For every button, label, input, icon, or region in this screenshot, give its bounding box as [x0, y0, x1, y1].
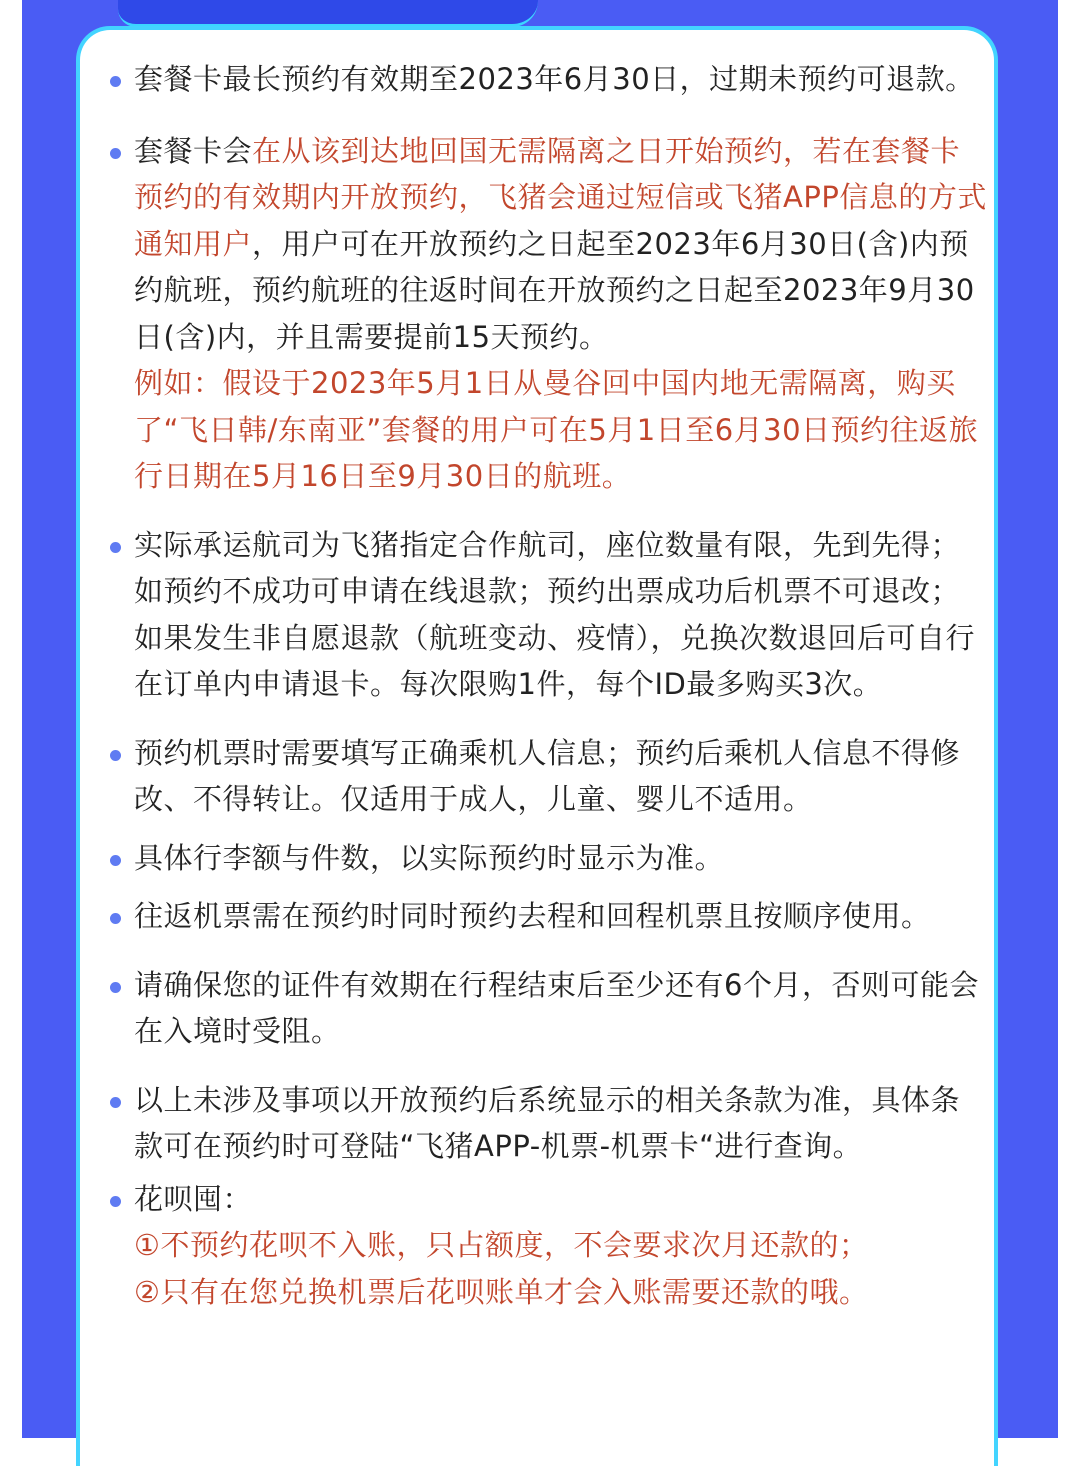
list-item: 花呗囤： ①不预约花呗不入账，只占额度，不会要求次月还款的； ②只有在您兑换机票后花呗账单才会入账需要还款的哦。	[108, 1176, 988, 1316]
top-tab-decoration	[118, 0, 538, 27]
list-item: 预约机票时需要填写正确乘机人信息；预约后乘机人信息不得修改、不得转让。仅适用于成人，儿童、婴儿不适用。	[108, 730, 988, 823]
sub-point: ①不预约花呗不入账，只占额度，不会要求次月还款的；	[134, 1228, 869, 1262]
list-item: 往返机票需在预约时同时预约去程和回程机票且按顺序使用。	[108, 893, 988, 940]
list-item: 具体行李额与件数，以实际预约时显示为准。	[108, 835, 988, 882]
list-item: 套餐卡最长预约有效期至2023年6月30日，过期未预约可退款。	[108, 56, 988, 103]
terms-list	[108, 56, 988, 1337]
sub-point: ②只有在您兑换机票后花呗账单才会入账需要还款的哦。	[134, 1274, 869, 1309]
list-item: 实际承运航司为飞猪指定合作航司，座位数量有限，先到先得；如预约不成功可申请在线退款；预约出票成功后机票不可退改；如果发生非自愿退款（航班变动、疫情），兑换次数退回后可自行在订单内申请退卡。每次限购1件，每个ID最多购买3次。	[108, 522, 988, 708]
list-item: 请确保您的证件有效期在行程结束后至少还有6个月，否则可能会在入境时受阻。	[108, 962, 988, 1055]
list-item: 以上未涉及事项以开放预约后系统显示的相关条款为准，具体条款可在预约时可登陆“飞猪APP-机票-机票卡“进行查询。	[108, 1077, 988, 1170]
list-item: 套餐卡会在从该到达地回国无需隔离之日开始预约，若在套餐卡预约的有效期内开放预约，飞猪会通过短信或飞猪APP信息的方式通知用户，用户可在开放预约之日起至2023年6月30日(含)内预约航班，预约航班的往返时间在开放预约之日起至2023年9月30日(含)内，并且需要提前15天预约。 例如：假设于2023年5月1日从曼谷回中国内地无需隔离，购买了“飞日韩/东南亚”套餐的用户可在5月1日至6月30日预约往返旅行日期在5月16日至9月30日的航班。	[108, 128, 988, 500]
highlight-text: 在从该到达地回国无需隔离之日开始预约，若在套餐卡预约的有效期内开放预约，飞猪会通过短信或飞猪APP信息的方式通知用户	[134, 133, 987, 261]
example-text: 例如：假设于2023年5月1日从曼谷回中国内地无需隔离，购买了“飞日韩/东南亚”套餐的用户可在5月1日至6月30日预约往返旅行日期在5月16日至9月30日的航班。	[134, 366, 979, 493]
